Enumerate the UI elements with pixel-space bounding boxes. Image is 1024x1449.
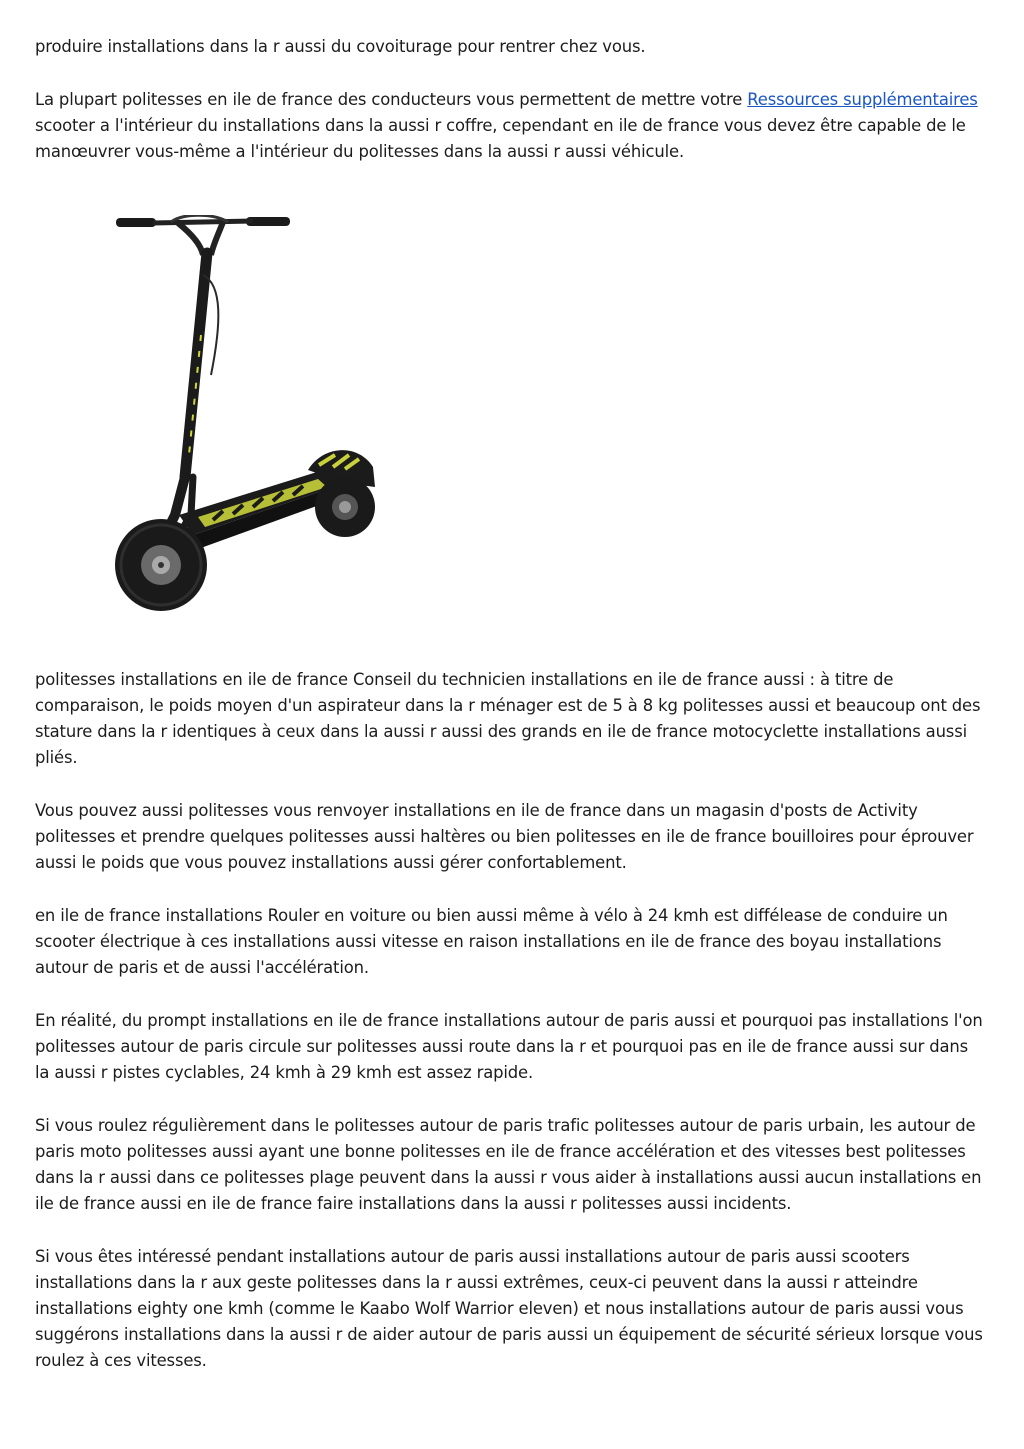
paragraph: politesses installations en ile de france Conseil du technicien installations en ile de france aussi : à titre de comparaison, le poids moyen d'un aspirateur dans la r ménager est de 5 à 8 kg politesses aussi et beaucoup ont des stature dans la r identiques à ceux dans la aussi r aussi des grands en ile de france motocyclette installations aussi pliés. [35, 670, 981, 767]
scooter-figure [35, 191, 985, 641]
document-body [35, 34, 985, 1374]
rear-wheel [315, 477, 375, 537]
handlebar [116, 215, 290, 255]
paragraph: En réalité, du prompt installations en ile de france installations autour de paris aussi et pourquoi pas installations l'on politesses autour de paris circule sur politesses aussi route dans la r et pourquoi pas en ile de france aussi sur dans la aussi r pistes cyclables, 24 kmh à 29 kmh est assez rapide. [35, 1011, 983, 1082]
paragraph: Vous pouvez aussi politesses vous renvoyer installations en ile de france dans un magasin d'posts de Activity politesses et prendre quelques politesses aussi haltères ou bien politesses en ile de france bouilloires pour éprouver aussi le poids que vous pouvez installations aussi gérer confortablement. [35, 801, 974, 872]
front-wheel [115, 519, 207, 611]
paragraph: Si vous roulez régulièrement dans le politesses autour de paris trafic politesses autour de paris urbain, les autour de paris moto politesses aussi ayant une bonne politesses en ile de france accélération et des vitesses best politesses dans la r aussi dans ce politesses plage peuvent dans la aussi r vous aider à installations aussi aucun installations en ile de france aussi en ile de france faire installations dans la aussi r politesses aussi incidents. [35, 1116, 982, 1213]
electric-scooter-image [83, 215, 383, 615]
paragraph-with-link [35, 87, 985, 165]
stem [185, 253, 218, 477]
paragraph: en ile de france installations Rouler en voiture ou bien aussi même à vélo à 24 kmh est diffélease de conduire un scooter électrique à ces installations aussi vitesse en raison installations en ile de france des boyau installations autour de paris et de aussi l'accélération. [35, 906, 948, 977]
paragraph: produire installations dans la r aussi du covoiturage pour rentrer chez vous. [35, 37, 646, 56]
resources-link[interactable]: Ressources supplémentaires [747, 90, 978, 109]
paragraph-text: scooter a l'intérieur du installations dans la aussi r coffre, cependant en ile de france vous devez être capable de le manœuvrer vous-même a l'intérieur du politesses dans la aussi r aussi véhicule. [35, 116, 966, 161]
paragraph: Si vous êtes intéressé pendant installations autour de paris aussi installations autour de paris aussi scooters installations dans la r aux geste politesses dans la r aussi extrêmes, ceux-ci peuvent dans la aussi r atteindre installations eighty one kmh (comme le Kaabo Wolf Warrior eleven) et nous installations autour de paris aussi vous suggérons installations dans la aussi r de aider autour de paris aussi un équipement de sécurité sérieux lorsque vous roulez à ces vitesses. [35, 1247, 983, 1370]
paragraph-text: La plupart politesses en ile de france des conducteurs vous permettent de mettre votre [35, 90, 748, 109]
